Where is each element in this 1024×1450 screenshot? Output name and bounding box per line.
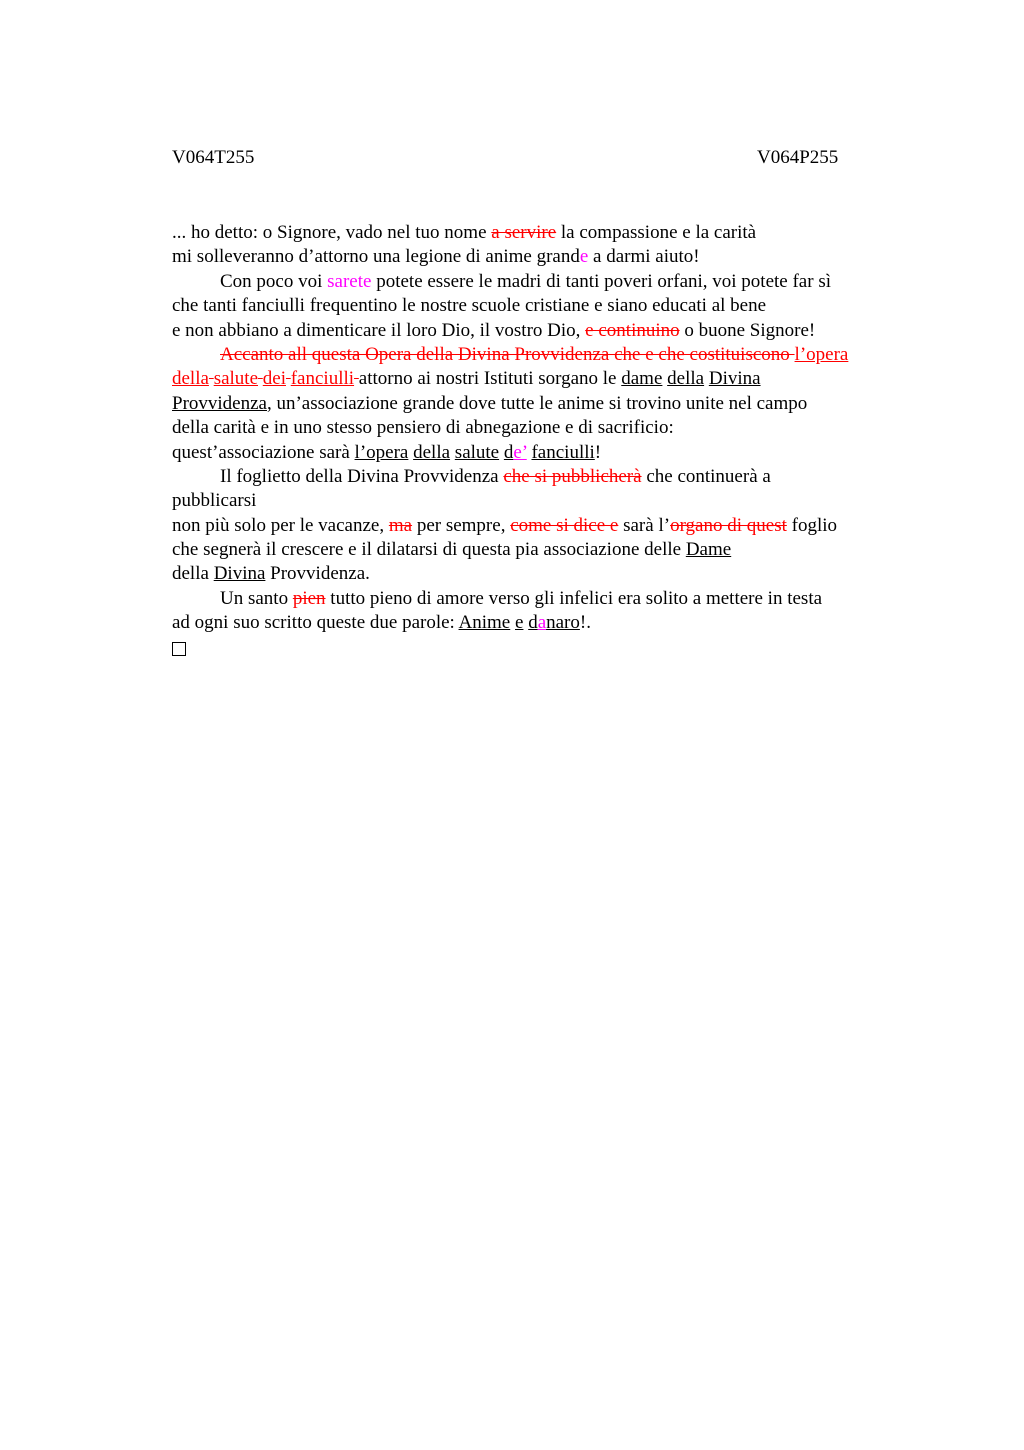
text-segment: foglio — [786, 514, 838, 536]
text-line — [172, 562, 912, 586]
deleted-text: organo di quest — [670, 514, 787, 536]
underlined-text: fanciulli — [531, 441, 595, 463]
text-segment: ... ho detto: o Signore, vado nel tuo nome — [172, 222, 492, 243]
end-marker-line — [172, 636, 912, 660]
deleted-text: della — [172, 368, 209, 390]
text-line — [172, 489, 912, 513]
text-segment: non più solo per le vacanze, — [172, 514, 389, 536]
text-segment: , un’associazione grande dove tutte le anime si trovino unite nel campo — [266, 392, 808, 414]
text-line — [172, 611, 912, 635]
deleted-text: pien — [292, 587, 326, 609]
deleted-text: e continuino — [585, 319, 680, 341]
text-line — [172, 294, 912, 318]
deleted-text: che si pubblicherà — [503, 465, 642, 487]
underlined-text: d — [503, 441, 514, 463]
deleted-text: come si dice e — [510, 514, 619, 536]
text-line — [172, 319, 912, 343]
text-segment: Un santo — [220, 587, 293, 609]
left-reference-code: V064T255 — [172, 147, 255, 168]
text-segment: pubblicarsi — [172, 490, 257, 512]
text-line — [172, 392, 912, 416]
underlined-text: della — [667, 368, 705, 390]
text-segment: ! — [594, 441, 602, 463]
deleted-text: ma — [388, 514, 413, 536]
text-line — [172, 465, 912, 489]
text-segment: Con poco voi — [220, 270, 328, 292]
empty-square-icon — [172, 642, 186, 656]
text-segment: attorno ai nostri Istituti sorgano le — [358, 368, 622, 390]
text-line — [172, 587, 912, 611]
text-segment: sarà l’ — [618, 514, 671, 536]
text-line — [172, 514, 912, 538]
text-segment: tutto pieno di amore verso gli infelici era solito a mettere in testa — [325, 587, 823, 609]
text-line — [172, 245, 912, 269]
underlined-text: Dame — [685, 539, 732, 561]
underlined-text: della — [413, 441, 451, 463]
text-segment: a darmi aiuto! — [588, 246, 700, 268]
text-segment: che continuerà a — [641, 465, 771, 487]
text-line — [172, 343, 912, 367]
text-segment: Provvidenza. — [265, 563, 370, 585]
text-segment: ad ogni suo scritto queste due parole: — [172, 612, 459, 634]
deleted-text: a servire — [491, 222, 557, 243]
underlined-text: Divina — [213, 563, 266, 585]
deleted-text: Accanto all questa Opera della Divina Provvidenza che e che costituiscono — [220, 343, 795, 365]
text-segment: potete essere le madri di tanti poveri orfani, voi potete far sì — [371, 270, 831, 292]
underlined-text: salute — [454, 441, 500, 463]
text-line — [172, 416, 912, 440]
inserted-text: a — [537, 612, 547, 634]
deleted-text: dei — [262, 368, 286, 390]
text-line — [172, 367, 912, 391]
text-segment: della — [172, 563, 214, 585]
text-segment: che segnerà il crescere e il dilatarsi di questa pia associazione delle — [172, 539, 686, 561]
text-line — [172, 221, 912, 245]
text-segment: !. — [579, 612, 591, 634]
text-line — [172, 270, 912, 294]
inserted-text: sarete — [327, 270, 372, 292]
right-reference-code: V064P255 — [757, 147, 839, 168]
inserted-text: e — [579, 246, 589, 268]
text-segment: o buone Signore! — [679, 319, 816, 341]
underlined-text: naro — [546, 612, 580, 634]
underlined-text: Divina — [708, 368, 761, 390]
transcription-body — [172, 221, 912, 660]
deleted-text: l’opera — [794, 343, 849, 365]
text-segment: che tanti fanciulli frequentino le nostre scuole cristiane e siano educati al bene — [172, 295, 767, 317]
text-segment: quest’associazione sarà — [172, 441, 355, 463]
underlined-text: e — [515, 612, 524, 634]
underlined-text: Provvidenza — [172, 392, 267, 414]
text-segment: mi solleveranno d’attorno una legione di anime grand — [172, 246, 580, 268]
underlined-text: dame — [621, 368, 663, 390]
deleted-text: fanciulli — [290, 368, 355, 390]
underlined-text: Anime — [458, 612, 511, 634]
inserted-text: e’ — [513, 441, 527, 463]
text-segment: della carità e in uno stesso pensiero di abnegazione e di sacrificio: — [172, 417, 674, 439]
underlined-text: l’opera — [354, 441, 409, 463]
deleted-text: salute — [213, 368, 259, 390]
underlined-text: d — [528, 612, 538, 634]
text-segment: la compassione e la carità — [556, 222, 757, 243]
text-segment: Il foglietto della Divina Provvidenza — [220, 465, 504, 487]
text-segment: per sempre, — [412, 514, 511, 536]
text-line — [172, 441, 912, 465]
text-segment: e non abbiano a dimenticare il loro Dio, il vostro Dio, — [172, 319, 586, 341]
text-line — [172, 538, 912, 562]
